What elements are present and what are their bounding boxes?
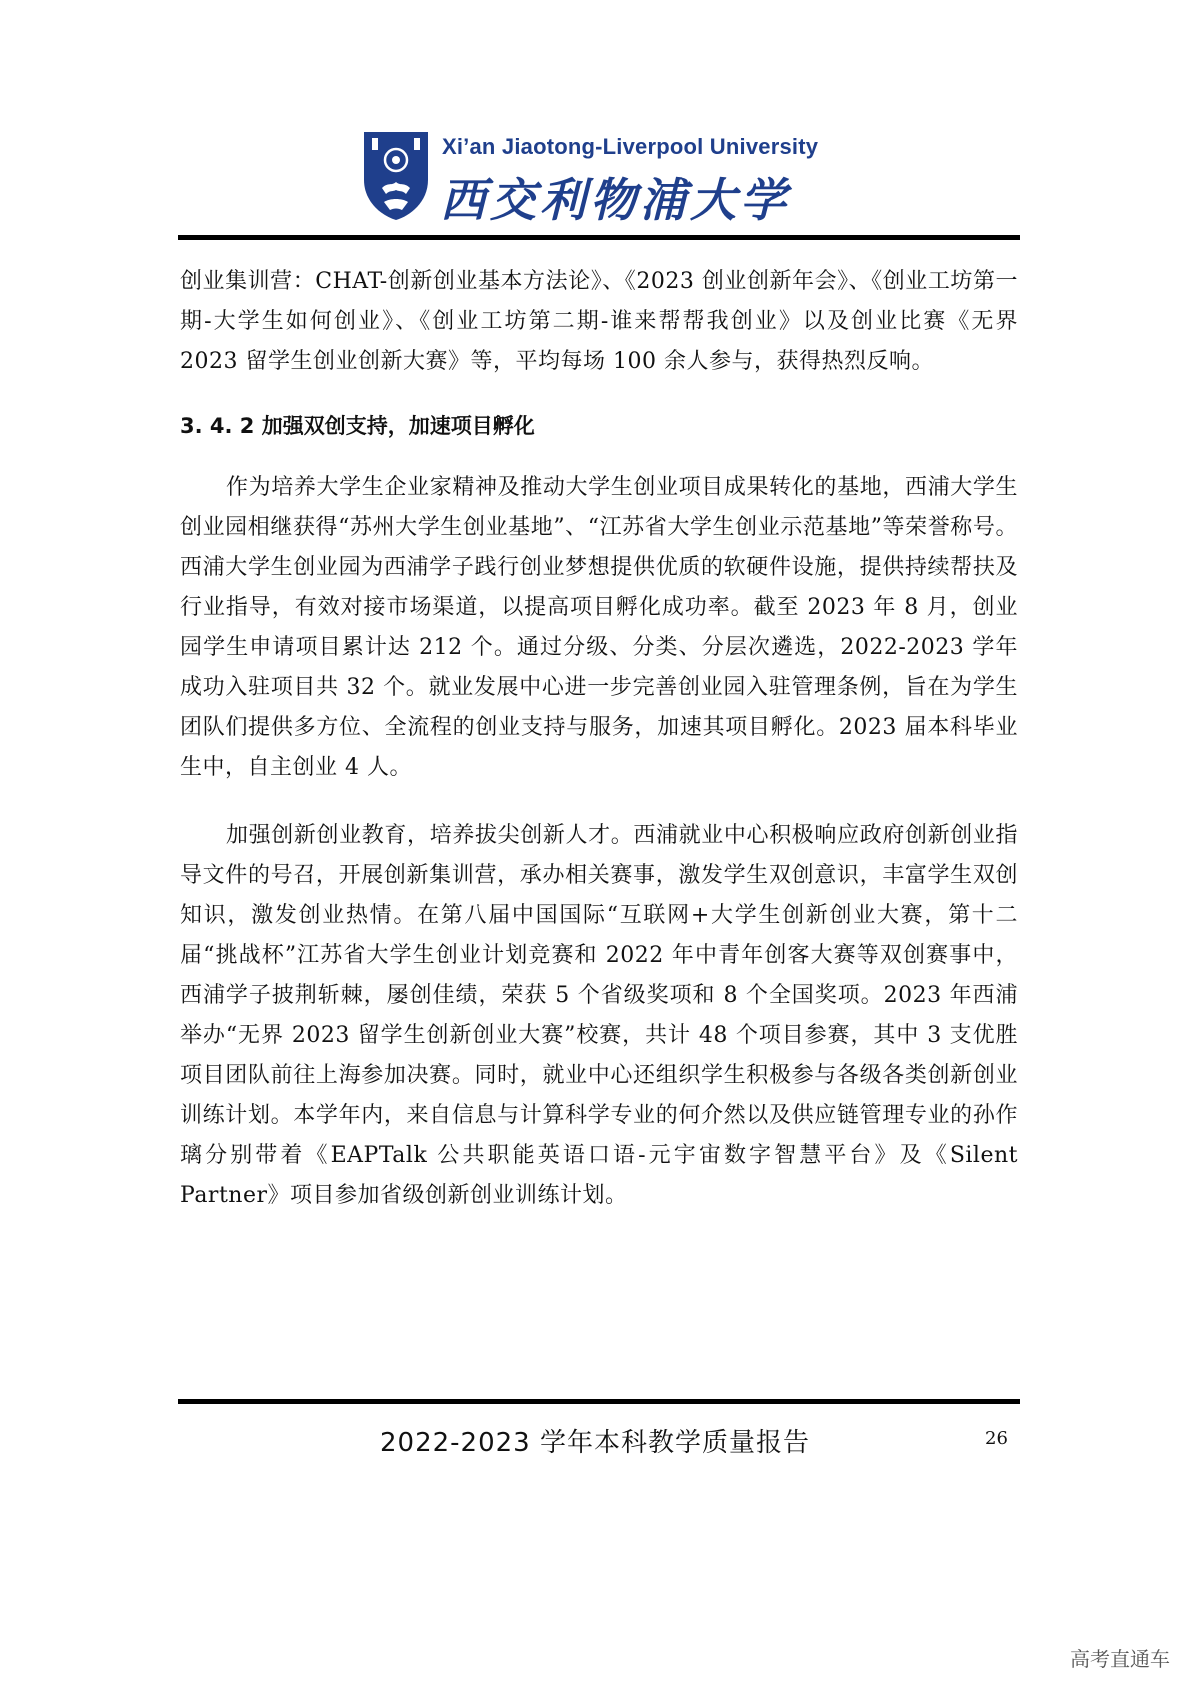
page-number: 26 <box>985 1428 1008 1449</box>
header-divider <box>178 235 1020 240</box>
intro-paragraph: 创业集训营：CHAT-创新创业基本方法论》、《2023 创业创新年会》、《创业工坊第一期-大学生如何创业》、《创业工坊第二期-谁来帮帮我创业》以及创业比赛《无界 2023 留学生创业创新大赛》等，平均每场 100 余人参与，获得热烈反响。 <box>180 269 1018 374</box>
paragraph-incubation: 作为培养大学生企业家精神及推动大学生创业项目成果转化的基地，西浦大学生创业园相继获得“苏州大学生创业基地”、“江苏省大学生创业示范基地”等荣誉称号。西浦大学生创业园为西浦学子践行创业梦想提供优质的软硬件设施，提供持续帮扶及行业指导，有效对接市场渠道，以提高项目孵化成功率。截至 2023 年 8 月，创业园学生申请项目累计达 212 个。通过分级、分类、分层次遴选，2022-2023 学年成功入驻项目共 32 个。就业发展中心进一步完善创业园入驻管理条例，旨在为学生团队们提供多方位、全流程的创业支持与服务，加速其项目孵化。2023 届本科毕业生中，自主创业 4 人。 <box>180 475 1018 780</box>
paragraph-innovation-education: 加强创新创业教育，培养拔尖创新人才。西浦就业中心积极响应政府创新创业指导文件的号召，开展创新集训营，承办相关赛事，激发学生双创意识，丰富学生双创知识，激发创业热情。在第八届中国国际“互联网+大学生创新创业大赛，第十二届“挑战杯”江苏省大学生创业计划竞赛和 2022 年中青年创客大赛等双创赛事中，西浦学子披荆斩棘，屡创佳绩，荣获 5 个省级奖项和 8 个全国奖项。2023 年西浦举办“无界 2023 留学生创新创业大赛”校赛，共计 48 个项目参赛，其中 3 支优胜项目团队前往上海参加决赛。同时，就业中心还组织学生积极参与各级各类创新创业训练计划。本学年内，来自信息与计算科学专业的何介然以及供应链管理专业的孙作璃分别带着《EAPTalk 公共职能英语口语-元宇宙数字智慧平台》及《Silent Partner》项目参加省级创新创业训练计划。 <box>180 823 1018 1208</box>
university-header <box>362 130 842 230</box>
paragraph-gap <box>180 788 1018 816</box>
section-heading: 3. 4. 2 加强双创支持，加速项目孵化 <box>180 414 535 438</box>
footer-divider <box>178 1399 1020 1404</box>
university-name-en: Xi’an Jiaotong-Liverpool University <box>442 134 819 159</box>
report-title: 2022-2023 学年本科教学质量报告 <box>380 1428 810 1458</box>
university-name-zh: 西交利物浦大学 <box>440 173 790 227</box>
report-body <box>180 262 1018 1216</box>
university-crest-icon <box>362 130 430 222</box>
watermark: 高考直通车 <box>1070 1647 1170 1671</box>
